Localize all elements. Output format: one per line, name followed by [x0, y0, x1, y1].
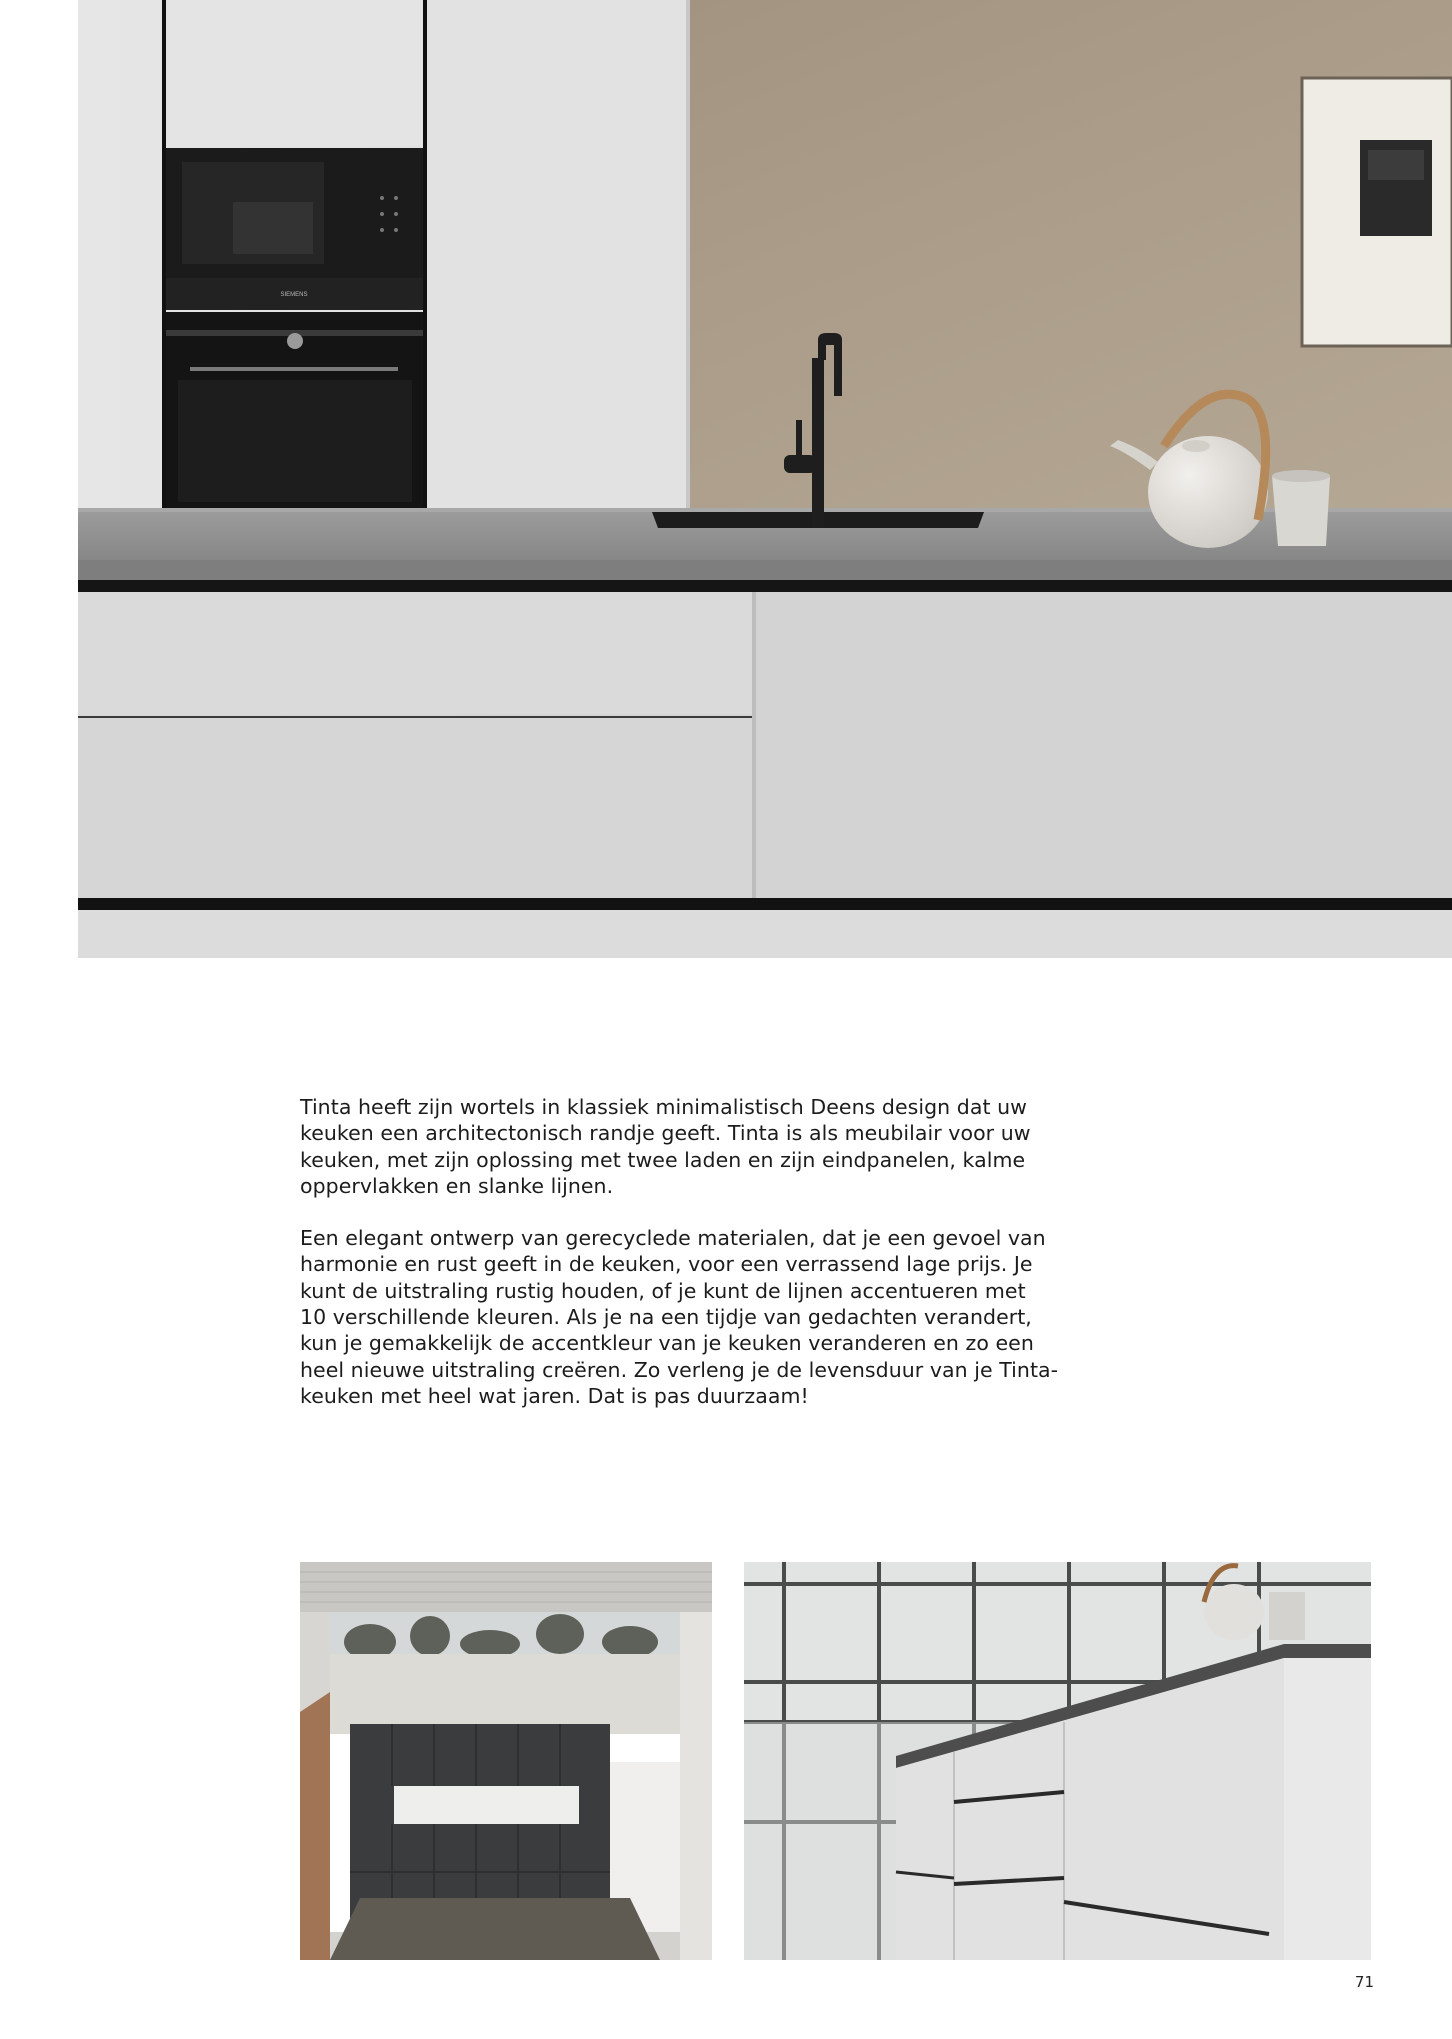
article-paragraph: Een elegant ontwerp van gerecyclede materialen, dat je een gevoel van harmonie en rust geeft in de keuken, voor een verrassend lage prijs. Je kunt de uitstraling rustig houden, of je kunt de lijnen accentueren met 10 verschillende kleuren. Als je na een tijdje van gedachten verandert, kun je gemakkelijk de accentkleur van je keuken veranderen en zo een heel nieuwe uitstraling creëren. Zo verleng je de levensduur van je Tinta- keuken met heel wat jaren. Dat is pas duurzaam!: [300, 1226, 1059, 1408]
countertop-edge: [78, 580, 1452, 592]
hero-kitchen-photo: [78, 0, 1452, 958]
page-number: 71: [1354, 1973, 1374, 1991]
built-in-oven: [166, 312, 423, 510]
svg-text:SIEMENS: SIEMENS: [280, 292, 308, 298]
photo-dark-kitchen-wall: [300, 1562, 712, 1960]
built-in-microwave: [166, 148, 423, 278]
photo-white-island-window: [744, 1562, 1371, 1960]
article-paragraph: Tinta heeft zijn wortels in klassiek minimalistisch Deens design dat uw keuken een architectonisch randje geeft. Tinta is als meubilair voor uw keuken, met zijn oplossing met twee laden en zijn eindpanelen, kalme oppervlakken en slanke lijnen.: [300, 1095, 1031, 1198]
base-cabinets: [78, 592, 1452, 958]
rug: [330, 1898, 660, 1960]
article-body: [300, 1094, 1060, 1435]
wall-picture-frame: [1302, 78, 1452, 346]
cup: [1272, 470, 1330, 546]
siemens-logo: [166, 278, 423, 310]
